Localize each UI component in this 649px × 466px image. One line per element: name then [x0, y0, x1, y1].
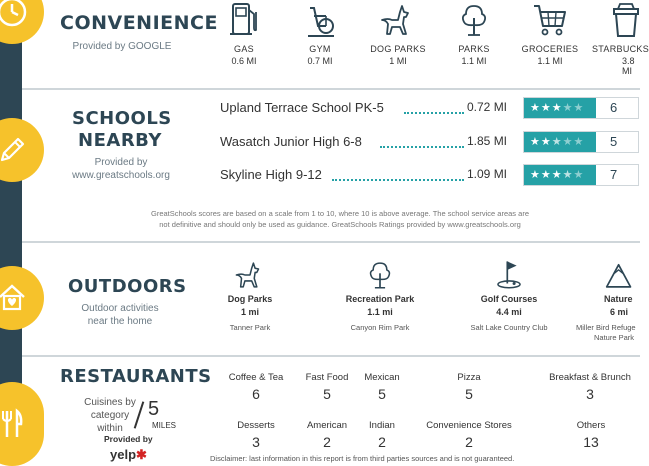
convenience-label: GAS [234, 44, 254, 54]
school-row [220, 100, 640, 118]
outdoor-place-line1: Miller Bird Refuge [576, 323, 636, 332]
convenience-distance: 1.1 MI [537, 56, 563, 66]
outdoor-place: Tanner Park [229, 323, 271, 332]
convenience-item-dog-parks [358, 0, 438, 66]
fork-knife-icon [0, 407, 29, 441]
cuisine-count: 13 [583, 434, 599, 450]
star-icon: ★ [551, 168, 562, 181]
outdoor-distance: 1 mi [240, 307, 259, 317]
school-row [220, 134, 640, 152]
dog-icon [232, 258, 268, 292]
cuisine-count: 3 [252, 434, 260, 450]
restaurants-title: RESTAURANTS [60, 366, 212, 387]
outdoor-item-golf-courses [454, 258, 564, 333]
outdoor-place: Salt Lake Country Club [470, 323, 548, 332]
school-distance: 1.85 MI [467, 134, 508, 148]
cuisine-label: Others [576, 420, 606, 431]
cuisine-count: 6 [252, 386, 260, 402]
convenience-label: GYM [309, 44, 331, 54]
convenience-distance: 0.6 MI [231, 56, 257, 66]
rating-stars [524, 132, 596, 152]
star-half-icon: ★ [551, 135, 562, 148]
home-heart-icon [0, 281, 29, 315]
cuisine-item [337, 420, 427, 450]
clock-badge [0, 0, 44, 44]
outdoor-item-recreation-park [325, 258, 435, 333]
outdoor-distance: 1.1 mi [367, 307, 393, 317]
rating-stars [524, 98, 596, 118]
cuisine-label: Fast Food [305, 372, 349, 383]
cuisine-label: Breakfast & Brunch [549, 372, 631, 383]
convenience-distance: 1 MI [389, 56, 407, 66]
outdoor-label: Nature [604, 294, 633, 304]
outdoors-title: OUTDOORS [68, 276, 187, 297]
greatschools-note [140, 208, 540, 230]
cuisine-label: Convenience Stores [426, 420, 512, 431]
disclaimer-text: Disclaimer: last information in this report is from third parties sources and is not guaranteed. [210, 454, 515, 463]
yelp-burst-icon: ✱ [136, 447, 147, 462]
radius-miles-label: MILES [152, 421, 177, 430]
star-icon: ★ [530, 101, 540, 114]
school-name: Skyline High 9-12 [220, 167, 322, 182]
convenience-label: PARKS [458, 44, 490, 54]
convenience-label: DOG PARKS [370, 44, 426, 54]
outdoor-label: Golf Courses [480, 294, 538, 304]
section-divider [22, 355, 640, 357]
convenience-item-gym [280, 0, 360, 66]
cuisine-item [337, 372, 427, 402]
tree-icon [454, 0, 494, 40]
outdoor-place-line2: Nature Park [594, 333, 635, 342]
outdoor-place [566, 323, 640, 343]
schools-title [72, 108, 172, 152]
section-divider [22, 241, 640, 243]
outdoor-label: Recreation Park [345, 294, 415, 304]
cuisine-count: 2 [323, 434, 331, 450]
school-distance: 0.72 MI [467, 100, 508, 114]
cuisines-caption-line3: within [97, 423, 123, 434]
cuisine-label: American [306, 420, 348, 431]
outdoor-item-dog-parks [195, 258, 305, 333]
schools-provider [62, 156, 180, 182]
convenience-title: CONVENIENCE [60, 12, 218, 34]
convenience-item-gas [204, 0, 284, 66]
rating-stars [524, 165, 596, 185]
convenience-provider: Provided by GOOGLE [72, 41, 172, 52]
star-half-icon: ★ [562, 168, 573, 181]
convenience-item-groceries [510, 0, 590, 66]
cuisine-item [424, 372, 514, 402]
yelp-logo [110, 447, 147, 463]
exercise-bike-icon [300, 0, 340, 40]
radius-miles-value: 5 [148, 398, 160, 420]
cuisine-label: Coffee & Tea [228, 372, 284, 383]
convenience-label: STARBUCKS [592, 44, 649, 54]
schools-title-line2: NEARBY [78, 130, 162, 151]
cuisine-count: 2 [465, 434, 473, 450]
mountain-icon [604, 258, 640, 292]
outdoors-subtitle-line1: Outdoor activities [81, 303, 159, 314]
outdoor-item-nature [566, 258, 640, 343]
school-name: Wasatch Junior High 6-8 [220, 134, 362, 149]
cuisine-count: 2 [378, 434, 386, 450]
cuisine-count: 3 [586, 386, 594, 402]
pencil-icon [0, 133, 29, 167]
gas-pump-icon [224, 0, 264, 40]
utensils-badge [0, 382, 44, 466]
star-icon: ★ [573, 135, 584, 148]
convenience-item-starbucks [582, 0, 649, 76]
dotted-leader [332, 179, 464, 181]
shopping-cart-icon [530, 0, 570, 40]
coffee-cup-icon [608, 0, 648, 40]
star-icon: ★ [540, 135, 551, 148]
greatschools-note-line1: GreatSchools scores are based on a scale from 1 to 10, where 10 is above average. The school service areas are [151, 209, 529, 218]
star-icon: ★ [530, 168, 540, 181]
yelp-wordmark: yelp [110, 447, 137, 462]
outdoors-subtitle [64, 302, 176, 328]
cuisines-caption [80, 396, 140, 435]
outdoor-label: Dog Parks [227, 294, 273, 304]
star-icon: ★ [540, 101, 551, 114]
cuisine-count: 5 [323, 386, 331, 402]
school-rating [523, 97, 639, 119]
greatschools-note-line2: not definitive and should only be used as guidance. GreatSchools Ratings provided by www.greatschools.org [159, 220, 521, 229]
golf-flag-icon [491, 258, 527, 292]
star-icon: ★ [562, 101, 573, 114]
cuisine-count: 5 [465, 386, 473, 402]
cuisine-label: Mexican [364, 372, 400, 383]
convenience-label: GROCERIES [521, 44, 579, 54]
convenience-item-parks [434, 0, 514, 66]
outdoor-distance: 6 mi [610, 307, 629, 317]
tree-icon [362, 258, 398, 292]
star-icon: ★ [573, 168, 584, 181]
home-badge [0, 266, 44, 330]
schools-title-line1: SCHOOLS [72, 108, 172, 129]
cuisine-item [546, 420, 636, 450]
convenience-distance: 1.1 MI [461, 56, 487, 66]
convenience-distance: 3.8 MI [622, 56, 635, 76]
pencil-badge [0, 118, 44, 182]
school-rating [523, 164, 639, 186]
star-icon: ★ [530, 135, 540, 148]
cuisines-caption-line2: category [90, 410, 130, 421]
star-icon: ★ [551, 101, 562, 114]
outdoors-subtitle-line2: near the home [87, 316, 153, 327]
restaurants-provider: Provided by [104, 434, 153, 444]
star-icon: ★ [562, 135, 573, 148]
cuisine-label: Pizza [457, 372, 481, 383]
school-distance: 1.09 MI [467, 167, 508, 181]
dog-icon [378, 0, 418, 40]
school-score: 6 [610, 100, 618, 115]
cuisine-item [540, 372, 640, 402]
school-rating [523, 131, 639, 153]
school-row [220, 167, 640, 185]
school-score: 5 [610, 134, 618, 149]
cuisine-item [419, 420, 519, 450]
cuisines-caption-line1: Cuisines by [84, 397, 136, 408]
cuisine-label: Desserts [237, 420, 275, 431]
outdoor-distance: 4.4 mi [496, 307, 522, 317]
school-name: Upland Terrace School PK-5 [220, 100, 384, 115]
star-icon: ★ [573, 101, 584, 114]
clock-icon [0, 0, 29, 29]
dotted-leader [404, 112, 464, 114]
cuisine-count: 5 [378, 386, 386, 402]
section-divider [22, 88, 640, 90]
star-icon: ★ [540, 168, 551, 181]
school-score: 7 [610, 167, 618, 182]
convenience-distance: 0.7 MI [307, 56, 333, 66]
cuisine-label: Indian [369, 420, 395, 431]
outdoor-place: Canyon Rim Park [350, 323, 410, 332]
schools-provider-line2: www.greatschools.org [72, 170, 170, 181]
dotted-leader [380, 146, 464, 148]
schools-provider-line1: Provided by [94, 157, 148, 168]
